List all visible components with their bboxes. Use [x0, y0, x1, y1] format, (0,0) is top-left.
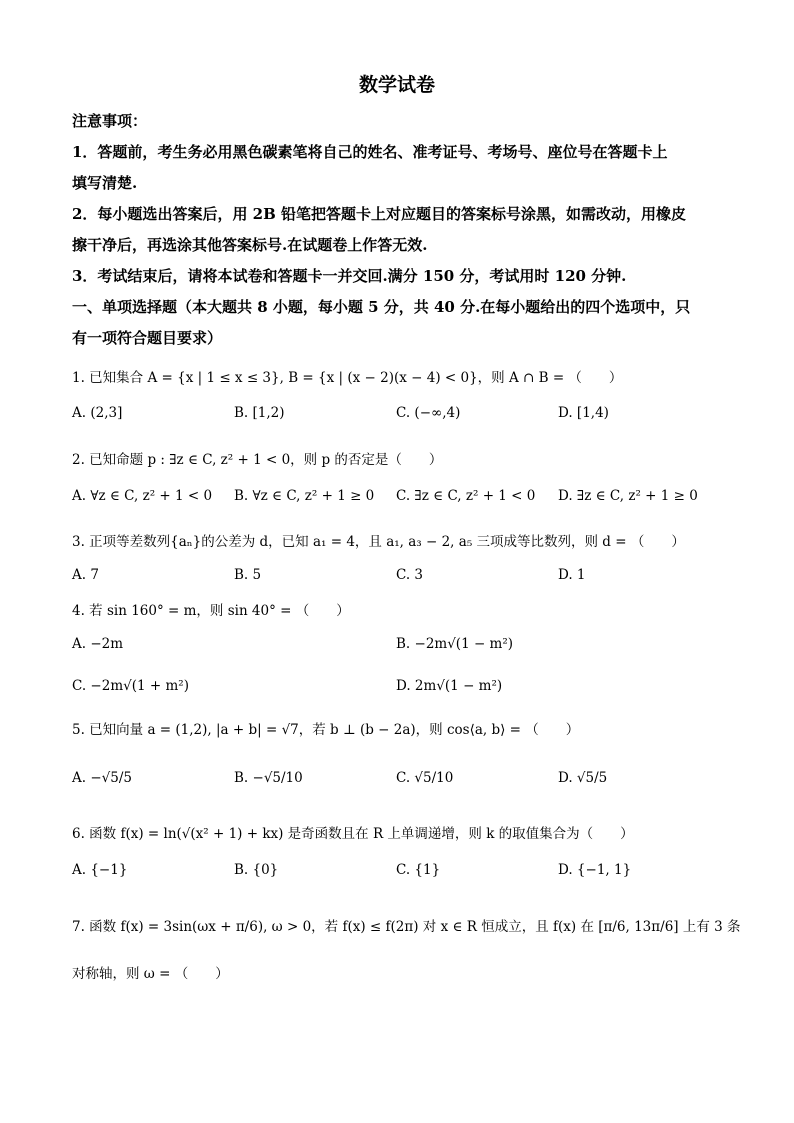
question-1-option-d: D. [1,4)	[558, 405, 609, 421]
question-3-option-d: D. 1	[558, 567, 586, 583]
question-5-option-a: A. −√5/5	[72, 770, 132, 786]
notice-line-2b: 擦干净后，再选涂其他答案标号.在试题卷上作答无效.	[72, 236, 428, 254]
question-6-option-c: C. {1}	[396, 862, 441, 878]
section1-line-1: 一、单项选择题（本大题共 8 小题，每小题 5 分，共 40 分.在每小题给出的四个选项中，只	[72, 298, 691, 316]
question-5-option-b: B. −√5/10	[234, 770, 303, 786]
question-1-option-c: C. (−∞,4)	[396, 405, 461, 421]
question-6-stem: 6. 函数 f(x) = ln(√(x² + 1) + kx) 是奇函数且在 R 上单调递增，则 k 的取值集合为（ ）	[72, 826, 634, 842]
question-1-option-a: A. (2,3]	[72, 405, 123, 421]
notice-heading: 注意事项：	[72, 112, 148, 130]
question-5-option-c: C. √5/10	[396, 770, 454, 786]
question-4-option-b: B. −2m√(1 − m²)	[396, 636, 514, 652]
question-6-option-b: B. {0}	[234, 862, 279, 878]
notice-line-3: 3．考试结束后，请将本试卷和答题卡一并交回.满分 150 分，考试用时 120 分钟.	[72, 267, 627, 285]
notice-line-1: 1．答题前，考生务必用黑色碳素笔将自己的姓名、准考证号、考场号、座位号在答题卡上	[72, 143, 668, 161]
question-3-stem: 3. 正项等差数列{aₙ}的公差为 d，已知 a₁ = 4，且 a₁, a₃ − 2, a₅ 三项成等比数列，则 d = （ ）	[72, 534, 685, 550]
question-4-option-d: D. 2m√(1 − m²)	[396, 678, 503, 694]
question-4-option-a: A. −2m	[72, 636, 124, 652]
question-2-option-a: A. ∀z ∈ C, z² + 1 < 0	[72, 488, 213, 504]
question-3-option-c: C. 3	[396, 567, 424, 583]
question-1-stem: 1. 已知集合 A = {x | 1 ≤ x ≤ 3}, B = {x | (x − 2)(x − 4) < 0}，则 A ∩ B = （ ）	[72, 370, 623, 386]
question-6-option-a: A. {−1}	[72, 862, 128, 878]
question-7-stem-continued: 对称轴，则 ω = （ ）	[72, 966, 229, 982]
question-5-stem: 5. 已知向量 a = (1,2), |a + b| = √7，若 b ⊥ (b − 2a)，则 cos⟨a, b⟩ = （ ）	[72, 722, 580, 738]
question-4-stem: 4. 若 sin 160° = m，则 sin 40° = （ ）	[72, 603, 350, 619]
question-4-option-c: C. −2m√(1 + m²)	[72, 678, 189, 694]
notice-line-1b: 填写清楚.	[72, 174, 138, 192]
question-5-option-d: D. √5/5	[558, 770, 608, 786]
notice-line-2: 2．每小题选出答案后，用 2B 铅笔把答题卡上对应题目的答案标号涂黑，如需改动，用橡皮	[72, 205, 687, 223]
question-6-option-d: D. {−1, 1}	[558, 862, 632, 878]
question-3-option-b: B. 5	[234, 567, 262, 583]
question-2-option-b: B. ∀z ∈ C, z² + 1 ≥ 0	[234, 488, 375, 504]
question-1-option-b: B. [1,2)	[234, 405, 285, 421]
question-2-stem: 2. 已知命题 p : ∃z ∈ C, z² + 1 < 0，则 p 的否定是（ ）	[72, 452, 443, 468]
question-3-option-a: A. 7	[72, 567, 99, 583]
question-2-option-d: D. ∃z ∈ C, z² + 1 ≥ 0	[558, 488, 698, 504]
page-title: 数学试卷	[358, 74, 435, 96]
question-2-option-c: C. ∃z ∈ C, z² + 1 < 0	[396, 488, 536, 504]
question-7-stem: 7. 函数 f(x) = 3sin(ωx + π/6), ω > 0，若 f(x) ≤ f(2π) 对 x ∈ R 恒成立，且 f(x) 在 [π/6, 13π/6] 上有 3 条	[72, 919, 741, 935]
section1-line-2: 有一项符合题目要求）	[72, 329, 223, 347]
